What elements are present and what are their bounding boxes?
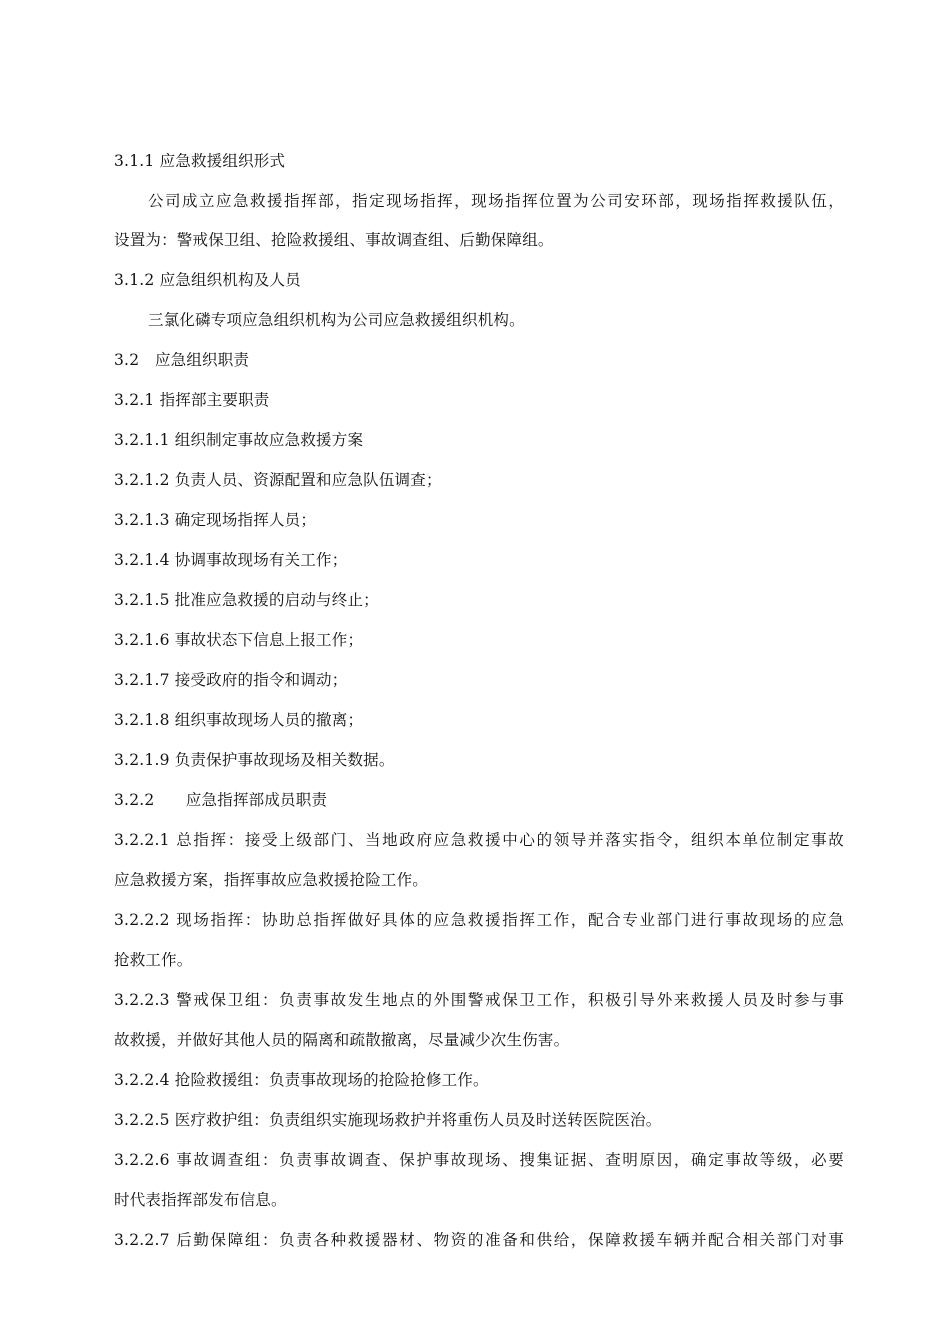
section-heading-3-1-2: 3.1.2 应急组织机构及人员 <box>114 271 301 289</box>
paragraph-line: 3.2.2.3 警戒保卫组：负责事故发生地点的外围警戒保卫工作，积极引导外来救援人员及时参与事 <box>114 991 844 1009</box>
paragraph-line: 抢救工作。 <box>114 951 193 969</box>
section-heading-3-2: 3.2 应急组织职责 <box>114 351 250 369</box>
paragraph-line: 设置为：警戒保卫组、抢险救援组、事故调查组、后勤保障组。 <box>114 231 554 249</box>
list-item: 3.2.1.7 接受政府的指令和调动； <box>114 671 348 689</box>
paragraph-line: 3.2.2.4 抢险救援组：负责事故现场的抢险抢修工作。 <box>114 1071 489 1089</box>
section-heading-3-2-2: 3.2.2 应急指挥部成员职责 <box>114 791 328 809</box>
list-item: 3.2.1.9 负责保护事故现场及相关数据。 <box>114 751 395 769</box>
paragraph-line: 时代表指挥部发布信息。 <box>114 1191 287 1209</box>
paragraph-line: 3.2.2.2 现场指挥：协助总指挥做好具体的应急救援指挥工作，配合专业部门进行事故现场的应急 <box>114 911 844 929</box>
list-item: 3.2.1.4 协调事故现场有关工作； <box>114 551 348 569</box>
paragraph-line: 3.2.2.7 后勤保障组：负责各种救援器材、物资的准备和供给，保障救援车辆并配合相关部门对事 <box>114 1231 844 1249</box>
list-item: 3.2.1.2 负责人员、资源配置和应急队伍调查； <box>114 471 442 489</box>
paragraph-line: 故救援，并做好其他人员的隔离和疏散撤离，尽量减少次生伤害。 <box>114 1031 570 1049</box>
paragraph-line: 3.2.2.5 医疗救护组：负责组织实施现场救护并将重伤人员及时送转医院医治。 <box>114 1111 662 1129</box>
paragraph-line: 公司成立应急救援指挥部，指定现场指挥，现场指挥位置为公司安环部，现场指挥救援队伍， <box>148 192 844 210</box>
section-heading-3-1-1: 3.1.1 应急救援组织形式 <box>114 152 286 170</box>
paragraph-line: 三氯化磷专项应急组织机构为公司应急救援组织机构。 <box>148 311 525 329</box>
list-item: 3.2.1.8 组织事故现场人员的撤离； <box>114 711 364 729</box>
paragraph-line: 3.2.2.6 事故调查组：负责事故调查、保护事故现场、搜集证据、查明原因，确定事故等级，必要 <box>114 1151 844 1169</box>
paragraph-line: 3.2.2.1 总指挥：接受上级部门、当地政府应急救援中心的领导并落实指令，组织本单位制定事故 <box>114 831 844 849</box>
list-item: 3.2.1.6 事故状态下信息上报工作； <box>114 631 364 649</box>
list-item: 3.2.1.5 批准应急救援的启动与终止； <box>114 591 379 609</box>
paragraph-line: 应急救援方案，指挥事故应急救援抢险工作。 <box>114 871 429 889</box>
list-item: 3.2.1.3 确定现场指挥人员； <box>114 511 317 529</box>
section-heading-3-2-1: 3.2.1 指挥部主要职责 <box>114 391 270 409</box>
list-item: 3.2.1.1 组织制定事故应急救援方案 <box>114 431 364 449</box>
